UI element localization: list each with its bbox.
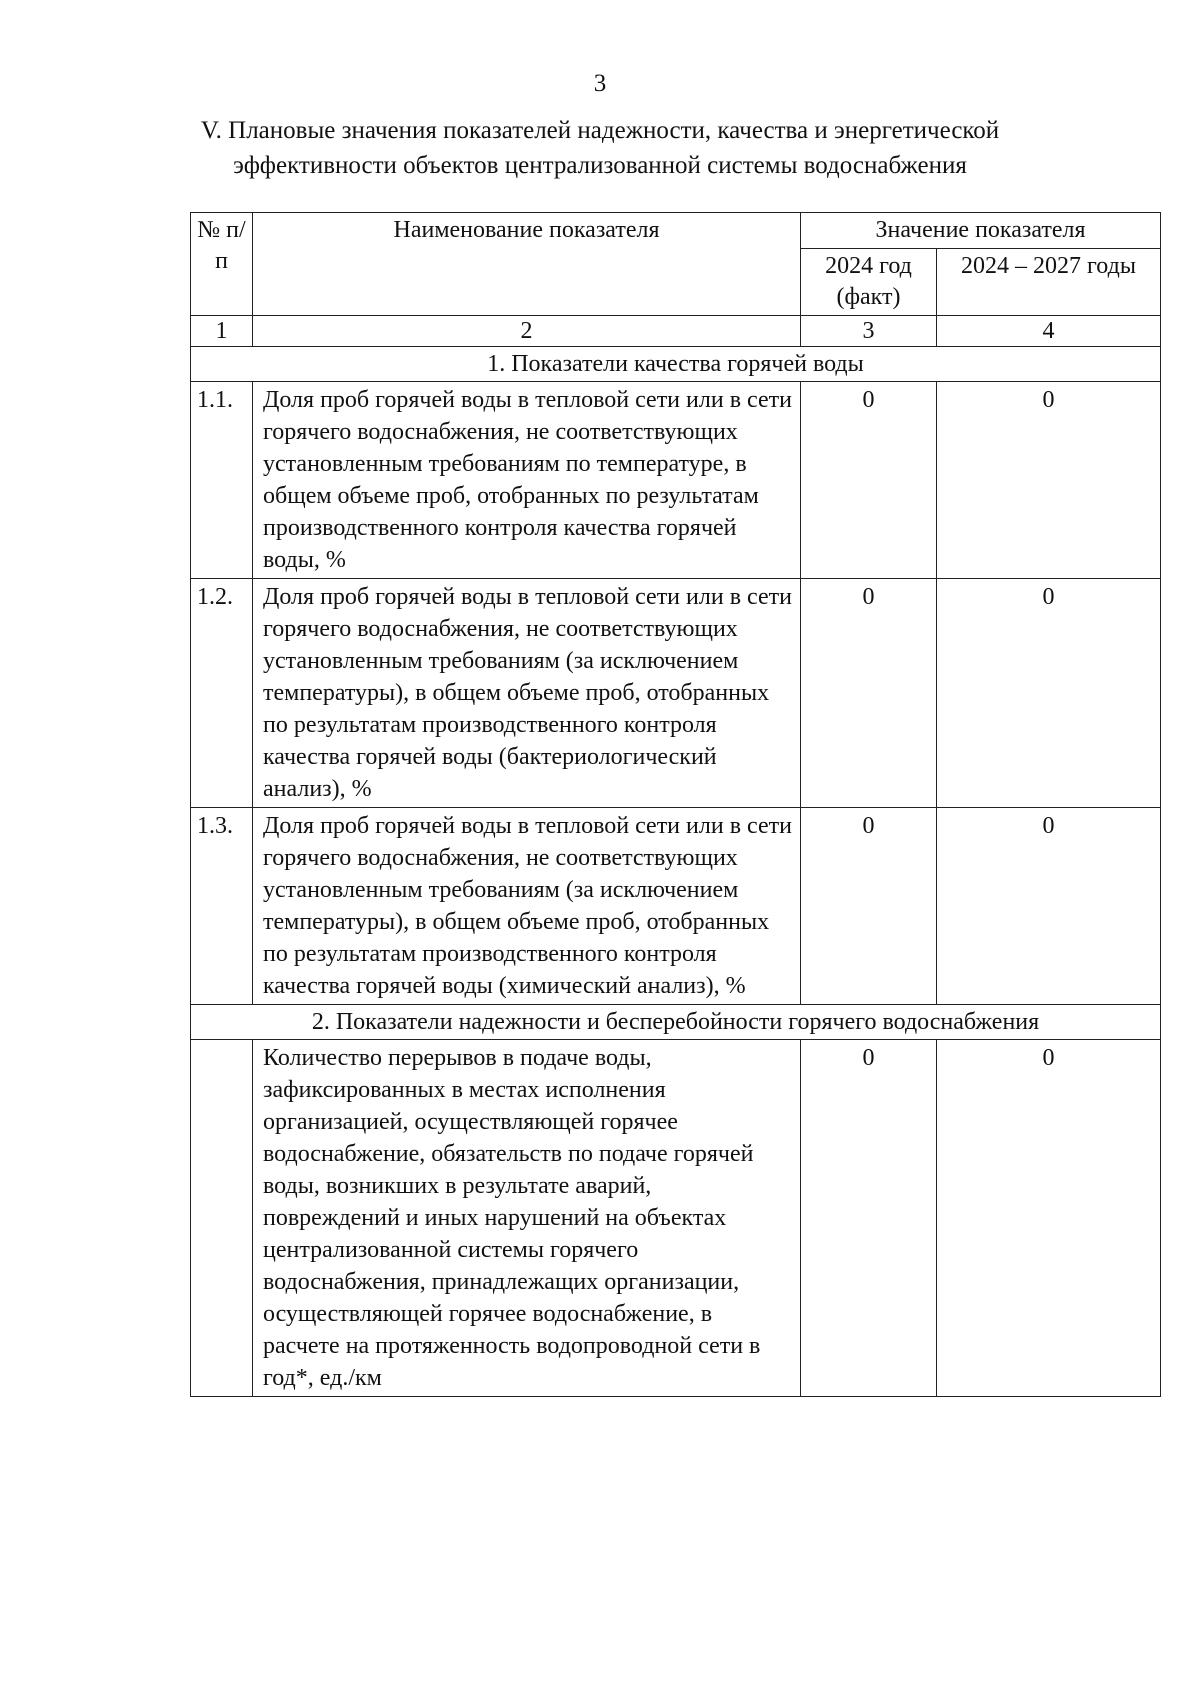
indicator-name: Доля проб горячей воды в тепловой сети или в сети горячего водоснабжения, не соответствующих установленным требованиям по температуре, в общем объеме проб, отобранных по результатам производственного контроля качества горячей воды, % [253, 382, 801, 579]
indicator-name: Доля проб горячей воды в тепловой сети или в сети горячего водоснабжения, не соответствующих установленным требованиям (за исключением температуры), в общем объеме проб, отобранных по результатам производственного контроля качества горячей воды (бактериологический анализ), % [253, 579, 801, 808]
header-fact: 2024 год (факт) [801, 249, 937, 316]
column-number-4: 4 [937, 316, 1161, 347]
row-number: 1.2. [191, 579, 253, 808]
indicator-name: Количество перерывов в подаче воды, зафиксированных в местах исполнения организацией, осуществляющей горячее водоснабжение, обязательств по подаче горячей воды, возникших в результате аварий, повреждений и иных нарушений на объектах централизованной системы горячего водоснабжения, принадлежащих организации, осуществляющей горячее водоснабжение, в расчете на протяженность водопроводной сети в год*, ед./км [253, 1040, 801, 1397]
value-fact: 0 [801, 382, 937, 579]
section-title: 2. Показатели надежности и бесперебойности горячего водоснабжения [191, 1005, 1161, 1040]
value-plan: 0 [937, 579, 1161, 808]
value-plan: 0 [937, 808, 1161, 1005]
section-title: 1. Показатели качества горячей воды [191, 347, 1161, 382]
column-number-1: 1 [191, 316, 253, 347]
indicators-table [190, 212, 1161, 1397]
document-title-line-1: V. Плановые значения показателей надежности, качества и энергетической [200, 117, 1000, 144]
row-number: 1.1. [191, 382, 253, 579]
section-row [191, 347, 1161, 382]
table-header-row [191, 213, 1161, 249]
table-row [191, 808, 1161, 1005]
row-number [191, 1040, 253, 1397]
value-plan: 0 [937, 382, 1161, 579]
column-number-row [191, 316, 1161, 347]
header-name: Наименование показателя [253, 213, 801, 316]
value-fact: 0 [801, 579, 937, 808]
header-plan: 2024 – 2027 годы [937, 249, 1161, 316]
indicator-name: Доля проб горячей воды в тепловой сети или в сети горячего водоснабжения, не соответствующих установленным требованиям (за исключением температуры), в общем объеме проб, отобранных по результатам производственного контроля качества горячей воды (химический анализ), % [253, 808, 801, 1005]
table-row [191, 579, 1161, 808]
table-row [191, 382, 1161, 579]
section-row [191, 1005, 1161, 1040]
row-number: 1.3. [191, 808, 253, 1005]
column-number-3: 3 [801, 316, 937, 347]
header-value-group: Значение показателя [801, 213, 1161, 249]
page-number: 3 [593, 70, 607, 97]
value-fact: 0 [801, 808, 937, 1005]
table-row [191, 1040, 1161, 1397]
column-number-2: 2 [253, 316, 801, 347]
document-title-line-2: эффективности объектов централизованной системы водоснабжения [233, 152, 967, 179]
value-fact: 0 [801, 1040, 937, 1397]
header-number: № п/п [191, 213, 253, 316]
document-title [0, 113, 1200, 183]
value-plan: 0 [937, 1040, 1161, 1397]
